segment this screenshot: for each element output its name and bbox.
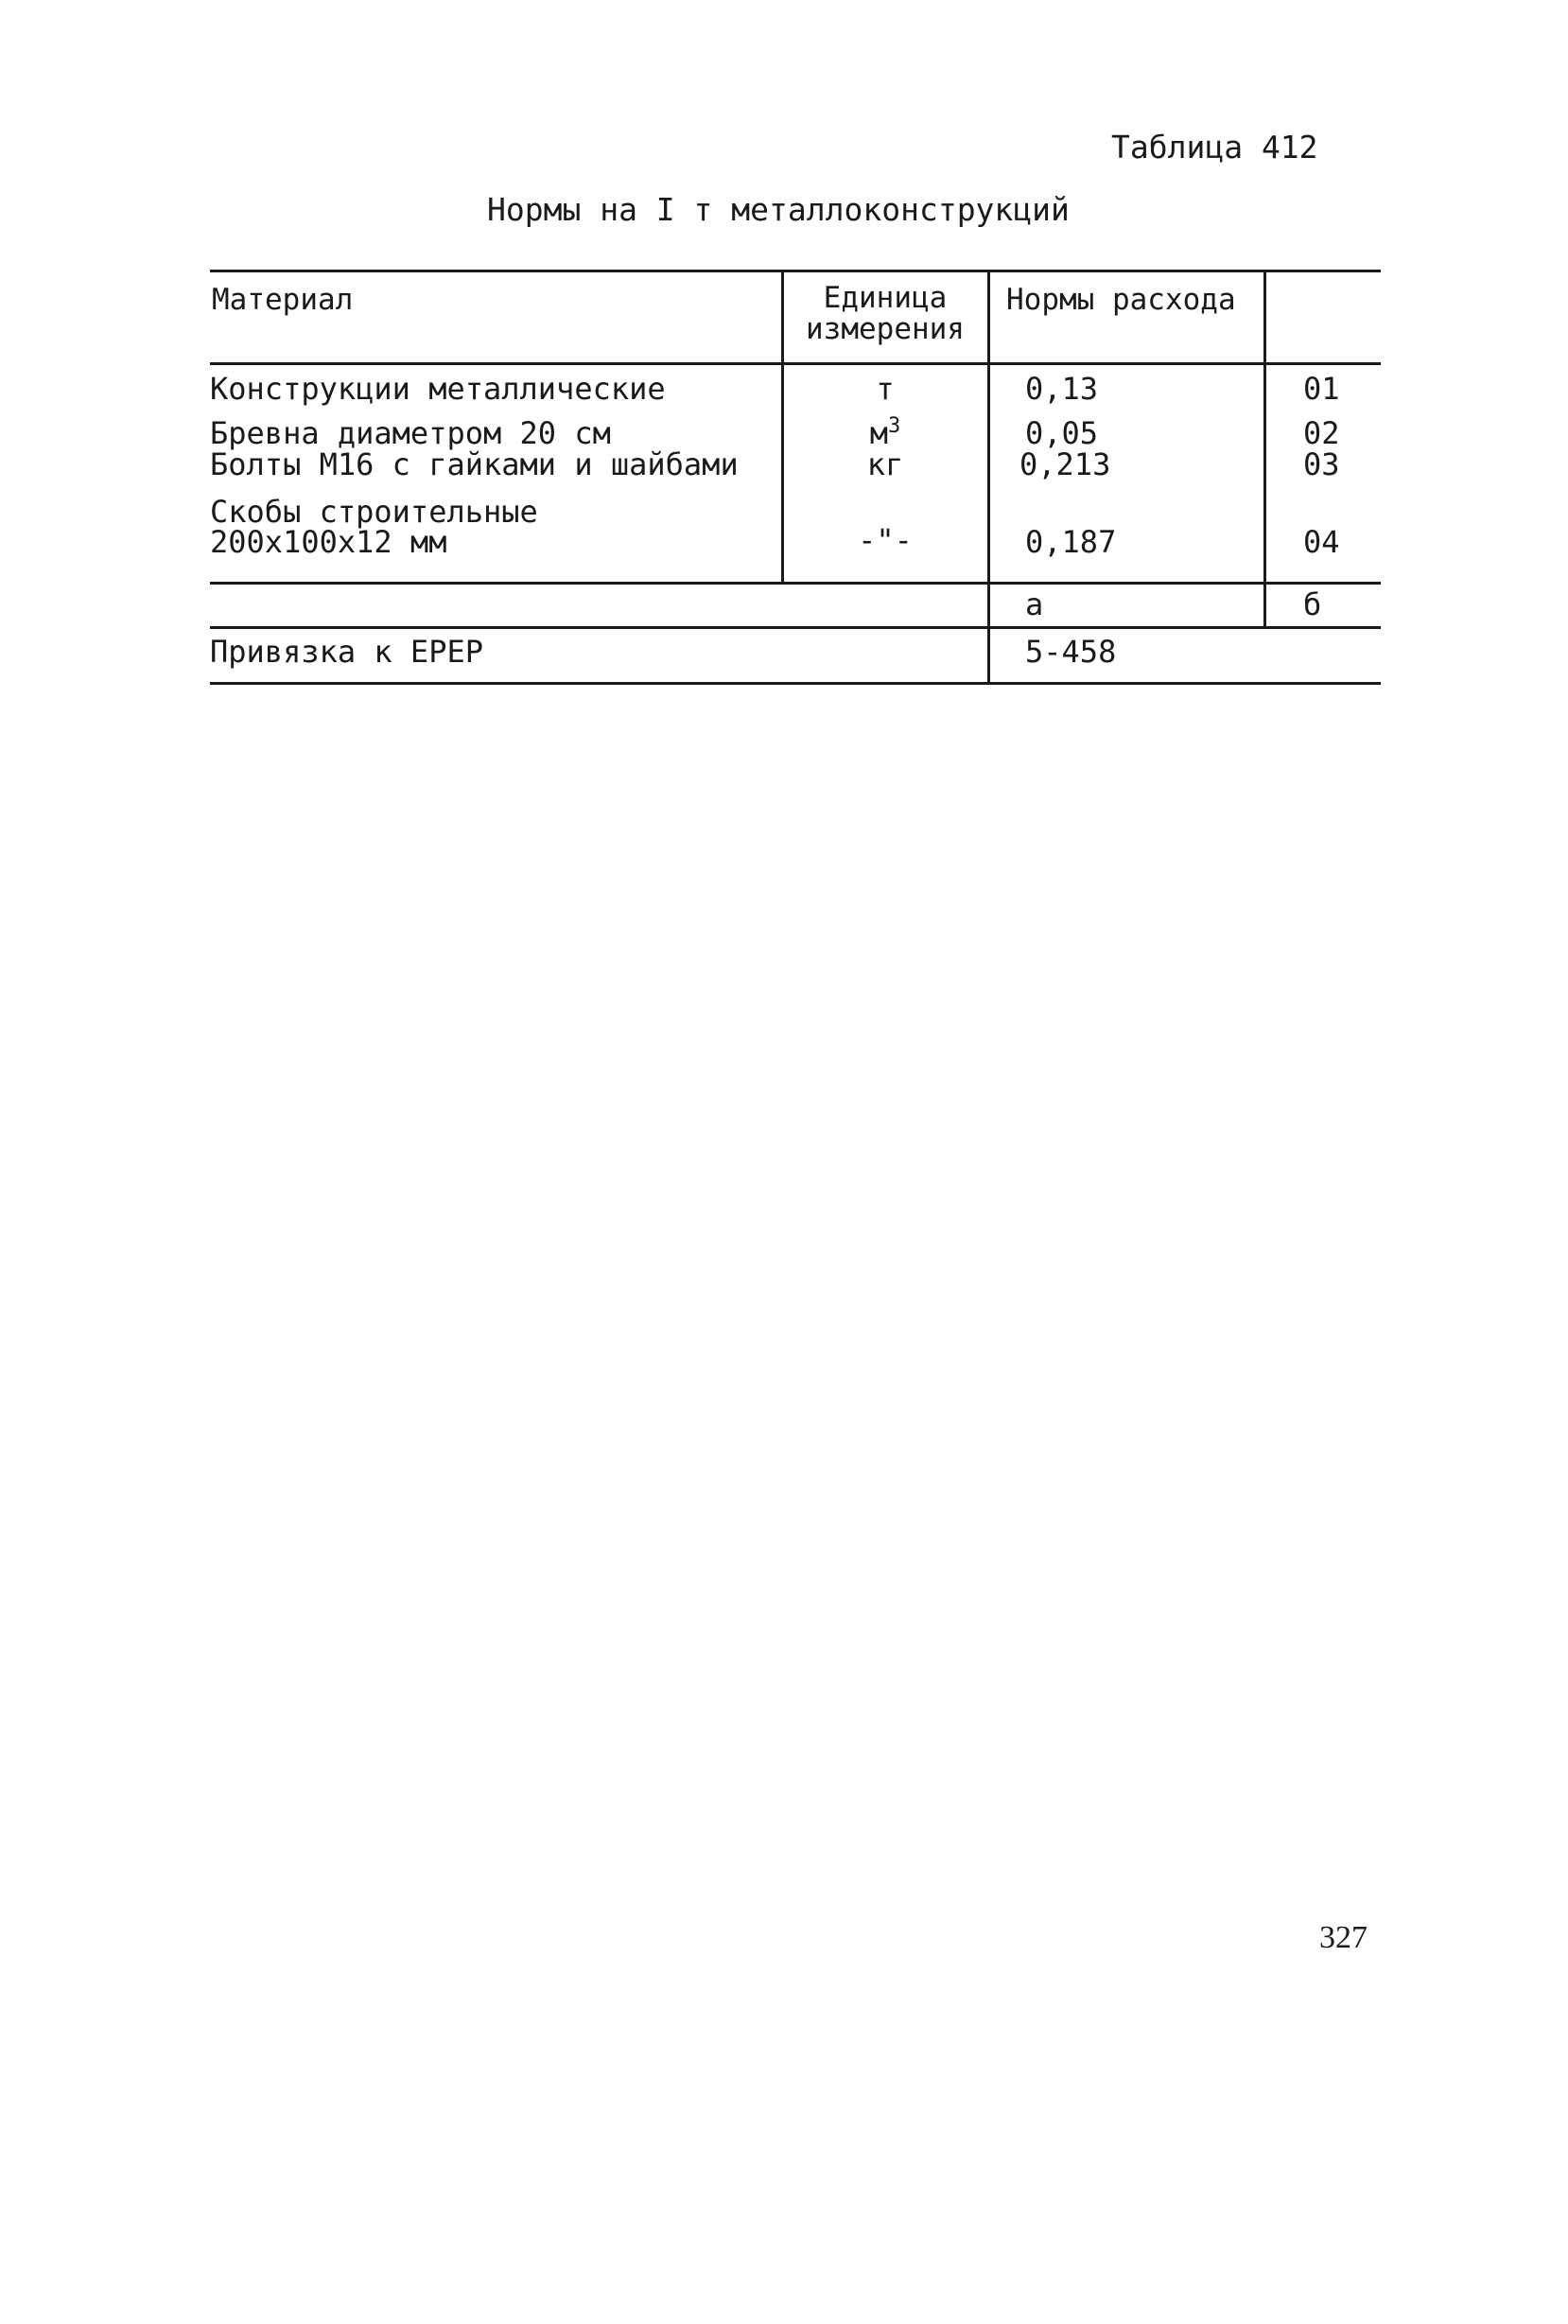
row-2-unit-sup: 3 xyxy=(888,414,901,438)
row-1-unit xyxy=(783,371,987,407)
norms-table xyxy=(210,270,1381,686)
header-material: Материал xyxy=(212,283,354,317)
top-rule xyxy=(210,270,1381,272)
row-4-unit-text: -"- xyxy=(858,522,913,558)
page-number: 327 xyxy=(1319,1920,1368,1955)
row-4-unit xyxy=(783,522,987,558)
row-1-unit-text: т xyxy=(876,371,895,407)
footer-col-b: б xyxy=(1303,586,1322,622)
row-2-unit-text: м xyxy=(869,415,888,451)
row-2-unit xyxy=(783,414,987,451)
footer-col-a: а xyxy=(1025,586,1044,622)
header-unit-line1: Единица xyxy=(823,281,948,315)
row-3-material: Болты М16 с гайками и шайбами xyxy=(210,446,739,482)
row-4-material-line1: Скобы строительные xyxy=(210,494,538,530)
row-4-code: 04 xyxy=(1303,524,1340,560)
row-1-code: 01 xyxy=(1303,371,1340,407)
row-4-material-line2: 200х100х12 мм xyxy=(210,524,447,560)
row-2-norm: 0,05 xyxy=(1025,415,1099,451)
header-unit-line2: измерения xyxy=(806,312,965,346)
row-4-norm: 0,187 xyxy=(1025,524,1117,560)
row-2-material: Бревна диаметром 20 см xyxy=(210,415,611,451)
body-bottom-rule xyxy=(210,582,1381,585)
table-title: Нормы на I т металлоконструкций xyxy=(487,191,1070,228)
row-3-norm: 0,213 xyxy=(1019,446,1111,482)
row-3-code: 03 xyxy=(1303,446,1340,482)
row-3-unit xyxy=(783,446,987,482)
col-divider-code xyxy=(1263,270,1266,626)
row-1-material: Конструкции металлические xyxy=(210,371,666,407)
row-3-unit-text: кг xyxy=(866,446,904,482)
row-2-code: 02 xyxy=(1303,415,1340,451)
binding-value: 5-458 xyxy=(1025,634,1117,670)
binding-label: Привязка к ЕРЕР xyxy=(210,634,483,670)
header-rule xyxy=(210,362,1381,365)
row-1-norm: 0,13 xyxy=(1025,371,1099,407)
footer-label-rule xyxy=(210,626,1381,629)
bottom-rule xyxy=(210,682,1381,685)
header-norms: Нормы расхода xyxy=(1006,283,1236,317)
col-divider-norms xyxy=(987,270,990,684)
table-number: Таблица 412 xyxy=(1111,129,1318,166)
